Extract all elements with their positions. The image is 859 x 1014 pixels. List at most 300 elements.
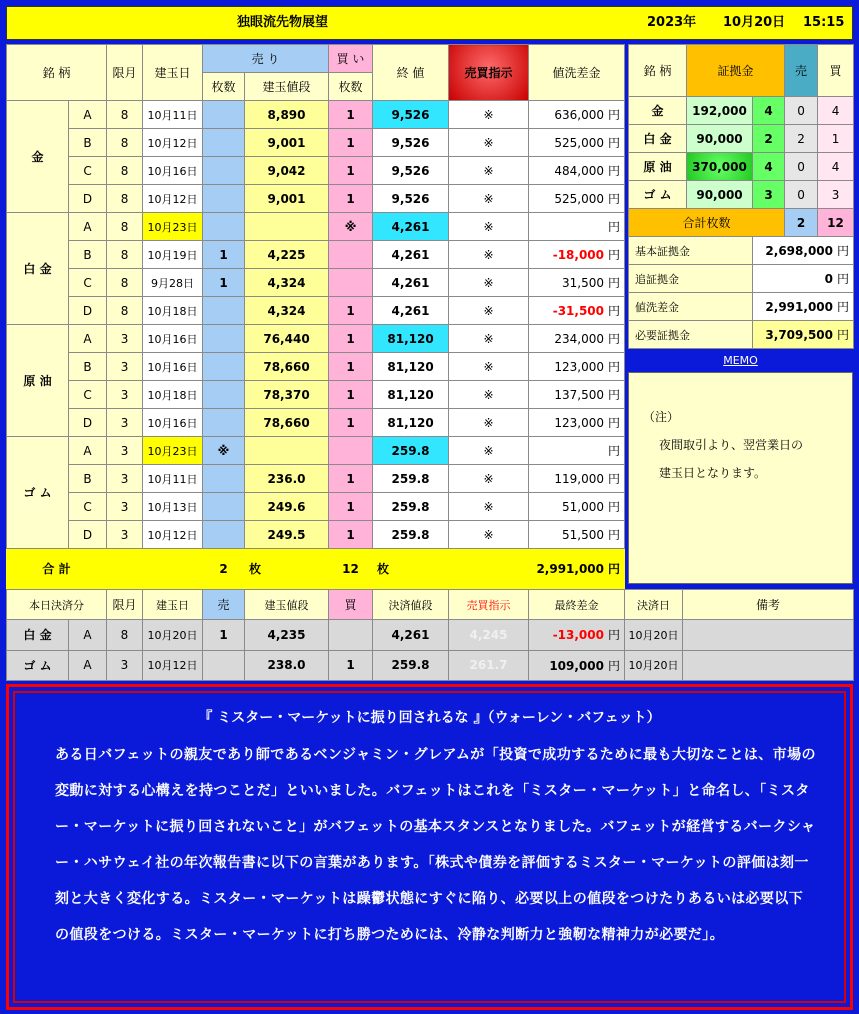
- total-buy: 12: [329, 549, 373, 589]
- yen-unit: 円: [607, 628, 620, 643]
- margin-total-label: 合計枚数: [629, 209, 785, 237]
- quote-title: 『 ミスター・マーケットに振り回されるな 』（ウォーレン・バフェット）: [198, 710, 661, 726]
- yen-unit: 円: [837, 300, 850, 314]
- settle-price: 4,235: [245, 620, 329, 650]
- header-bar: [6, 6, 853, 40]
- page-title: 独眼流先物展望: [237, 15, 329, 30]
- row-sell-qty: 1: [203, 241, 245, 269]
- row-instruction: ※: [449, 437, 529, 465]
- table-row: [7, 185, 625, 213]
- margin-sell: 2: [785, 125, 818, 153]
- commodity-name: ゴ ム: [7, 437, 69, 549]
- row-date: 10月16日: [143, 325, 203, 353]
- row-month: 3: [107, 409, 143, 437]
- memo-line-2: 建玉日となります。: [659, 466, 767, 480]
- row-price: 78,660: [245, 409, 329, 437]
- row-diff: [529, 465, 625, 493]
- row-month: 8: [107, 101, 143, 129]
- row-close: 259.8: [373, 521, 449, 549]
- yen-unit: 円: [608, 562, 621, 576]
- row-month: 8: [107, 185, 143, 213]
- row-date: 10月19日: [143, 241, 203, 269]
- row-month: 8: [107, 297, 143, 325]
- row-date: 10月12日: [143, 521, 203, 549]
- row-sell-qty: [203, 157, 245, 185]
- diff-value: 234,000: [554, 332, 605, 346]
- row-close: 9,526: [373, 157, 449, 185]
- row-date: 10月16日: [143, 409, 203, 437]
- row-buy-qty: 1: [329, 101, 373, 129]
- row-price: 78,660: [245, 353, 329, 381]
- row-date: 10月11日: [143, 465, 203, 493]
- row-buy-qty: [329, 269, 373, 297]
- row-diff: [529, 437, 625, 465]
- memo-note: （注）: [643, 410, 680, 424]
- row-buy-qty: 1: [329, 185, 373, 213]
- row-code: B: [69, 241, 107, 269]
- settle-date: 10月12日: [143, 650, 203, 680]
- row-instruction: ※: [449, 185, 529, 213]
- row-close: 4,261: [373, 297, 449, 325]
- yen-unit: 円: [608, 276, 621, 290]
- diff-value: 51,000: [562, 500, 605, 514]
- margin-col-kai: 買: [818, 45, 854, 97]
- settle-col-tategyoku-nedan: 建玉値段: [245, 590, 329, 620]
- yen-unit: 円: [608, 528, 621, 542]
- col-uri: 売 り: [203, 45, 329, 73]
- diff-value: -31,500: [552, 304, 605, 318]
- margin-summary-row: [629, 237, 854, 265]
- row-sell-qty: [203, 465, 245, 493]
- row-close: 4,261: [373, 213, 449, 241]
- row-instruction: ※: [449, 409, 529, 437]
- row-diff: [529, 325, 625, 353]
- row-date: 10月16日: [143, 157, 203, 185]
- yen-unit: 円: [608, 248, 621, 262]
- col-buy-maisu: 枚数: [329, 73, 373, 101]
- settle-sell: 1: [203, 620, 245, 650]
- settle-code: A: [69, 620, 107, 650]
- diff-value: 525,000: [554, 192, 605, 206]
- summary-value: [753, 237, 854, 265]
- row-date: 10月18日: [143, 381, 203, 409]
- row-code: A: [69, 325, 107, 353]
- summary-value: [753, 293, 854, 321]
- row-month: 3: [107, 493, 143, 521]
- row-close: 259.8: [373, 465, 449, 493]
- settle-commodity: ゴ ム: [7, 650, 69, 680]
- settle-col-kessai-nedan: 決済値段: [373, 590, 449, 620]
- table-row: [7, 269, 625, 297]
- total-spacer: [107, 549, 203, 589]
- yen-unit: 円: [608, 304, 621, 318]
- row-buy-qty: 1: [329, 493, 373, 521]
- quote-box: [6, 684, 853, 1010]
- summary-value: [753, 321, 854, 349]
- yen-unit: 円: [608, 136, 621, 150]
- settle-col-tategyokubi: 建玉日: [143, 590, 203, 620]
- commodity-name: 金: [7, 101, 69, 213]
- margin-sell: 0: [785, 97, 818, 125]
- settle-note: [683, 650, 854, 680]
- row-diff: [529, 157, 625, 185]
- diff-value: 525,000: [554, 136, 605, 150]
- settle-col-baibai-shiji: 売買指示: [449, 590, 529, 620]
- quote-body: ある日バフェットの親友であり師であるベンジャミン・グレアムが「投資で成功するために最も大切なことは、市場の変動に対する心構えを持つことだ」といいました。バフェットはこれを「ミスター・マーケット」と命名し、「ミスター・マーケットに振り回されないこと」がバフェットの基本スタンスとなりました。バフェットが経営するバークシャー・ハサウェイ社の年次報告書に以下の言葉があります。「株式や債券を評価するミスター・マーケットの評価は刻一刻と大きく変化する。ミスター・マーケットは躁鬱状態にすぐに陥り、必要以上の値段をつけたりあるいは必要以下の値段をつける。ミスター・マーケットに打ち勝つためには、冷静な判断力と強靭な精神力が必要だ」。: [55, 747, 816, 943]
- row-close: 259.8: [373, 437, 449, 465]
- settle-note: [683, 620, 854, 650]
- margin-amount: 192,000: [687, 97, 753, 125]
- row-code: C: [69, 157, 107, 185]
- settle-buy: [329, 620, 373, 650]
- row-instruction: ※: [449, 353, 529, 381]
- row-code: C: [69, 381, 107, 409]
- row-close: 9,526: [373, 185, 449, 213]
- row-buy-qty: [329, 241, 373, 269]
- diff-value: 119,000: [554, 472, 605, 486]
- settle-settle-date: 10月20日: [625, 620, 683, 650]
- row-diff: [529, 185, 625, 213]
- row-month: 8: [107, 241, 143, 269]
- total-sell: 2: [203, 549, 245, 589]
- row-month: 3: [107, 437, 143, 465]
- row-code: D: [69, 521, 107, 549]
- row-month: 8: [107, 129, 143, 157]
- yen-unit: 円: [608, 360, 621, 374]
- row-instruction: ※: [449, 381, 529, 409]
- row-diff: [529, 521, 625, 549]
- row-code: A: [69, 213, 107, 241]
- col-owarine: 終 値: [373, 45, 449, 101]
- diff-value: 484,000: [554, 164, 605, 178]
- row-sell-qty: [203, 521, 245, 549]
- total-diff-value: 2,991,000: [536, 562, 605, 576]
- row-month: 8: [107, 157, 143, 185]
- header-time: 15:15: [803, 15, 845, 30]
- margin-amount: 90,000: [687, 181, 753, 209]
- row-date: 9月28日: [143, 269, 203, 297]
- table-row: [7, 493, 625, 521]
- row-close: 259.8: [373, 493, 449, 521]
- table-row: [7, 409, 625, 437]
- row-code: B: [69, 129, 107, 157]
- row-diff: [529, 101, 625, 129]
- table-row: [7, 325, 625, 353]
- row-price: 236.0: [245, 465, 329, 493]
- table-row: [7, 521, 625, 549]
- row-code: D: [69, 185, 107, 213]
- row-price: 8,890: [245, 101, 329, 129]
- row-code: A: [69, 437, 107, 465]
- row-price: 249.5: [245, 521, 329, 549]
- memo-link[interactable]: MEMO: [723, 354, 758, 367]
- commodity-name: 白 金: [7, 213, 69, 325]
- row-sell-qty: [203, 185, 245, 213]
- row-code: D: [69, 409, 107, 437]
- settle-settle-price: 259.8: [373, 650, 449, 680]
- settle-price: 238.0: [245, 650, 329, 680]
- margin-qty: 4: [753, 97, 785, 125]
- row-price: 9,042: [245, 157, 329, 185]
- yen-unit: 円: [608, 444, 621, 458]
- row-date: 10月13日: [143, 493, 203, 521]
- total-sell-unit: 枚: [245, 549, 329, 589]
- summary-amount: 3,709,500: [765, 328, 833, 342]
- settle-sell: [203, 650, 245, 680]
- row-close: 81,120: [373, 353, 449, 381]
- diff-value: -18,000: [552, 248, 605, 262]
- row-month: 8: [107, 269, 143, 297]
- row-price: [245, 437, 329, 465]
- table-row: [7, 241, 625, 269]
- total-label: 合 計: [7, 549, 107, 589]
- row-buy-qty: [329, 437, 373, 465]
- settle-diff-value: 109,000: [549, 658, 604, 673]
- row-buy-qty: 1: [329, 129, 373, 157]
- row-close: 9,526: [373, 101, 449, 129]
- row-sell-qty: [203, 213, 245, 241]
- settle-settle-date: 10月20日: [625, 650, 683, 680]
- settlement-table: [6, 589, 854, 681]
- table-row: [7, 437, 625, 465]
- row-sell-qty: [203, 493, 245, 521]
- col-gengetsu: 限月: [107, 45, 143, 101]
- settle-col-label: 本日決済分: [7, 590, 107, 620]
- yen-unit: 円: [608, 164, 621, 178]
- row-date: 10月11日: [143, 101, 203, 129]
- row-sell-qty: [203, 353, 245, 381]
- col-tategyokubi: 建玉日: [143, 45, 203, 101]
- total-buy-unit: 枚: [373, 549, 449, 589]
- row-code: C: [69, 493, 107, 521]
- margin-buy: 4: [818, 153, 854, 181]
- margin-col-meigara: 銘 柄: [629, 45, 687, 97]
- row-date: 10月23日: [143, 213, 203, 241]
- row-close: 81,120: [373, 325, 449, 353]
- row-close: 4,261: [373, 269, 449, 297]
- row-price: [245, 213, 329, 241]
- row-diff: [529, 241, 625, 269]
- settle-month: 8: [107, 620, 143, 650]
- yen-unit: 円: [608, 472, 621, 486]
- row-price: 4,324: [245, 297, 329, 325]
- settle-col-saishu-sakin: 最終差金: [529, 590, 625, 620]
- row-instruction: ※: [449, 129, 529, 157]
- margin-row: [629, 153, 854, 181]
- row-price: 4,324: [245, 269, 329, 297]
- row-code: C: [69, 269, 107, 297]
- yen-unit: 円: [608, 192, 621, 206]
- margin-qty: 2: [753, 125, 785, 153]
- margin-summary-row: [629, 293, 854, 321]
- row-date: 10月12日: [143, 129, 203, 157]
- row-close: 81,120: [373, 381, 449, 409]
- row-instruction: ※: [449, 493, 529, 521]
- margin-total-sell: 2: [785, 209, 818, 237]
- row-buy-qty: 1: [329, 353, 373, 381]
- margin-commodity: ゴ ム: [629, 181, 687, 209]
- row-instruction: ※: [449, 101, 529, 129]
- row-instruction: ※: [449, 157, 529, 185]
- yen-unit: 円: [608, 108, 621, 122]
- col-nearai: 値洗差金: [529, 45, 625, 101]
- row-diff: [529, 269, 625, 297]
- settle-row: [7, 650, 854, 680]
- yen-unit: 円: [608, 500, 621, 514]
- table-row: [7, 101, 625, 129]
- row-instruction: ※: [449, 213, 529, 241]
- row-sell-qty: [203, 297, 245, 325]
- row-month: 3: [107, 465, 143, 493]
- margin-amount: 90,000: [687, 125, 753, 153]
- margin-summary-row: [629, 321, 854, 349]
- margin-amount: 370,000: [687, 153, 753, 181]
- settle-instruction: 4,245: [449, 620, 529, 650]
- margin-total-buy: 12: [818, 209, 854, 237]
- row-code: A: [69, 101, 107, 129]
- margin-row: [629, 97, 854, 125]
- row-diff: [529, 297, 625, 325]
- row-code: D: [69, 297, 107, 325]
- col-meigara: 銘 柄: [7, 45, 107, 101]
- yen-unit: 円: [837, 328, 850, 342]
- settle-buy: 1: [329, 650, 373, 680]
- row-buy-qty: 1: [329, 409, 373, 437]
- row-instruction: ※: [449, 269, 529, 297]
- row-date: 10月23日: [143, 437, 203, 465]
- row-sell-qty: [203, 101, 245, 129]
- settle-diff-value: -13,000: [552, 628, 604, 643]
- row-sell-qty: ※: [203, 437, 245, 465]
- table-row: [7, 297, 625, 325]
- margin-buy: 4: [818, 97, 854, 125]
- diff-value: 137,500: [554, 388, 605, 402]
- margin-buy: 1: [818, 125, 854, 153]
- row-close: 4,261: [373, 241, 449, 269]
- memo-line-1: 夜間取引より、翌営業日の: [659, 438, 804, 452]
- margin-commodity: 原 油: [629, 153, 687, 181]
- settle-instruction: 261.7: [449, 650, 529, 680]
- row-sell-qty: 1: [203, 269, 245, 297]
- margin-total-row: [629, 209, 854, 237]
- yen-unit: 円: [608, 416, 621, 430]
- table-row: [7, 129, 625, 157]
- settle-col-gengetsu: 限月: [107, 590, 143, 620]
- row-date: 10月18日: [143, 297, 203, 325]
- row-buy-qty: ※: [329, 213, 373, 241]
- margin-commodity: 金: [629, 97, 687, 125]
- yen-unit: 円: [608, 220, 621, 234]
- row-month: 8: [107, 213, 143, 241]
- row-code: B: [69, 465, 107, 493]
- col-kai: 買 い: [329, 45, 373, 73]
- row-price: 78,370: [245, 381, 329, 409]
- row-close: 81,120: [373, 409, 449, 437]
- settle-diff: [529, 620, 625, 650]
- row-buy-qty: 1: [329, 325, 373, 353]
- row-instruction: ※: [449, 325, 529, 353]
- diff-value: 123,000: [554, 416, 605, 430]
- summary-amount: 2,991,000: [765, 300, 833, 314]
- commodity-name: 原 油: [7, 325, 69, 437]
- diff-value: 31,500: [562, 276, 605, 290]
- table-row: [7, 157, 625, 185]
- row-diff: [529, 409, 625, 437]
- summary-label: 基本証拠金: [629, 237, 753, 265]
- settle-settle-price: 4,261: [373, 620, 449, 650]
- summary-amount: 0: [824, 272, 833, 286]
- row-diff: [529, 381, 625, 409]
- summary-value: [753, 265, 854, 293]
- row-instruction: ※: [449, 241, 529, 269]
- row-code: B: [69, 353, 107, 381]
- row-buy-qty: 1: [329, 381, 373, 409]
- settle-commodity: 白 金: [7, 620, 69, 650]
- header-date: 10月20日: [723, 15, 786, 30]
- settle-col-biko: 備考: [683, 590, 854, 620]
- row-price: 76,440: [245, 325, 329, 353]
- header-year: 2023年: [647, 15, 697, 30]
- yen-unit: 円: [608, 332, 621, 346]
- row-buy-qty: 1: [329, 521, 373, 549]
- settle-date: 10月20日: [143, 620, 203, 650]
- row-instruction: ※: [449, 297, 529, 325]
- yen-unit: 円: [608, 388, 621, 402]
- margin-qty: 4: [753, 153, 785, 181]
- margin-sell: 0: [785, 153, 818, 181]
- row-price: 9,001: [245, 129, 329, 157]
- row-price: 4,225: [245, 241, 329, 269]
- settle-diff: [529, 650, 625, 680]
- table-row: [7, 381, 625, 409]
- settle-code: A: [69, 650, 107, 680]
- summary-label: 値洗差金: [629, 293, 753, 321]
- settle-col-uri: 売: [203, 590, 245, 620]
- baibai-shiji-header[interactable]: 売買指示: [449, 45, 529, 101]
- settle-col-kessaibi: 決済日: [625, 590, 683, 620]
- positions-table: [6, 44, 625, 589]
- diff-value: 51,500: [562, 528, 605, 542]
- margin-row: [629, 125, 854, 153]
- summary-label: 必要証拠金: [629, 321, 753, 349]
- margin-qty: 3: [753, 181, 785, 209]
- yen-unit: 円: [607, 658, 620, 673]
- col-tategyoku-nedan: 建玉値段: [245, 73, 329, 101]
- total-diff: [449, 549, 625, 589]
- total-row: [7, 549, 625, 589]
- row-buy-qty: 1: [329, 157, 373, 185]
- summary-amount: 2,698,000: [765, 244, 833, 258]
- row-sell-qty: [203, 325, 245, 353]
- memo-panel: [628, 372, 853, 584]
- diff-value: 123,000: [554, 360, 605, 374]
- row-diff: [529, 493, 625, 521]
- yen-unit: 円: [837, 272, 850, 286]
- diff-value: 636,000: [554, 108, 605, 122]
- row-sell-qty: [203, 409, 245, 437]
- margin-commodity: 白 金: [629, 125, 687, 153]
- row-month: 3: [107, 353, 143, 381]
- quote-inner: [13, 691, 846, 1003]
- settle-col-kai: 買: [329, 590, 373, 620]
- margin-col-uri: 売: [785, 45, 818, 97]
- yen-unit: 円: [837, 244, 850, 258]
- margin-row: [629, 181, 854, 209]
- row-month: 3: [107, 381, 143, 409]
- row-price: 9,001: [245, 185, 329, 213]
- row-buy-qty: 1: [329, 297, 373, 325]
- table-row: [7, 353, 625, 381]
